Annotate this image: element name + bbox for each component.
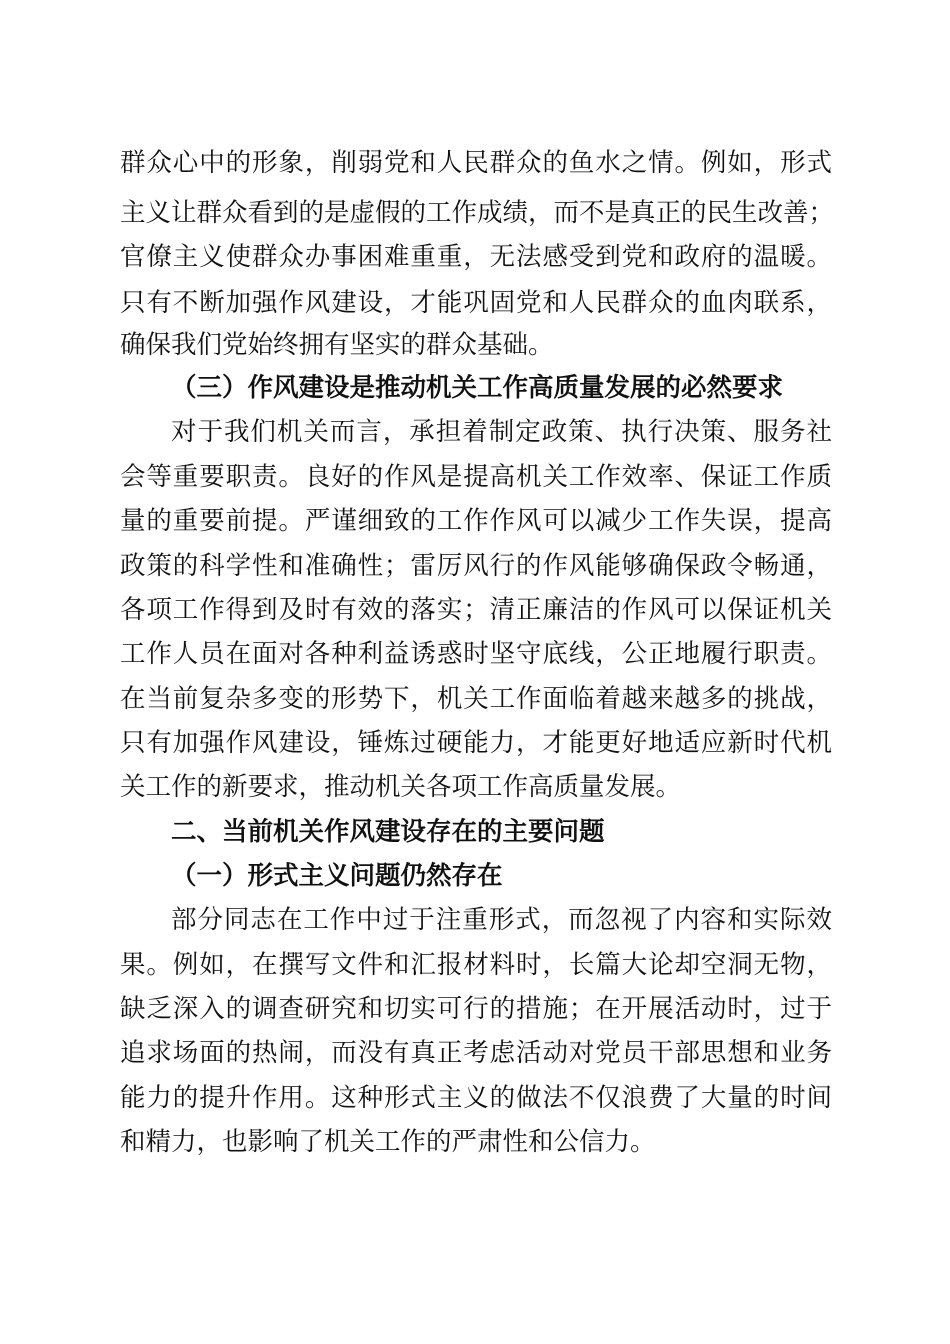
text-line: 主义让群众看到的是虚假的工作成绩，而不是真正的民生改善； [120,198,835,228]
text-line: 只有加强作风建设，锤炼过硬能力，才能更好地适应新时代机 [120,728,832,758]
text-line: 部分同志在工作中过于注重形式，而忽视了内容和实际效 [171,905,832,935]
section-subheading: （三）作风建设是推动机关工作高质量发展的必然要求 [171,373,784,403]
text-line: 确保我们党始终拥有坚实的群众基础。 [120,330,554,360]
text-line: 量的重要前提。严谨细致的工作作风可以减少工作失误，提高 [120,506,832,536]
text-line: 官僚主义使群众办事困难重重，无法感受到党和政府的温暖。 [120,242,832,272]
text-line: 政策的科学性和准确性；雷厉风行的作风能够确保政令畅通， [120,551,832,581]
text-line: 在当前复杂多变的形势下，机关工作面临着越来越多的挑战， [120,684,832,714]
text-line: 只有不断加强作风建设，才能巩固党和人民群众的血肉联系， [120,288,832,318]
section-heading: 二、当前机关作风建设存在的主要问题 [171,817,605,847]
text-line: 缺乏深入的调查研究和切实可行的措施；在开展活动时，过于 [120,994,832,1024]
section-subheading: （一）形式主义问题仍然存在 [171,861,503,891]
text-line: 群众心中的形象，削弱党和人民群众的鱼水之情。例如，形式 [120,148,832,178]
text-line: 能力的提升作用。这种形式主义的做法不仅浪费了大量的时间 [120,1083,832,1113]
text-line: 对于我们机关而言，承担着制定政策、执行决策、服务社 [171,417,832,447]
text-line: 果。例如，在撰写文件和汇报材料时，长篇大论却空洞无物， [120,950,832,980]
text-line: 工作人员在面对各种利益诱惑时坚守底线，公正地履行职责。 [120,639,832,669]
text-line: 追求场面的热闹，而没有真正考虑活动对党员干部思想和业务 [120,1038,832,1068]
text-line: 各项工作得到及时有效的落实；清正廉洁的作风可以保证机关 [120,595,832,625]
text-line: 和精力，也影响了机关工作的严肃性和公信力。 [120,1127,656,1157]
text-line: 会等重要职责。良好的作风是提高机关工作效率、保证工作质 [120,462,832,492]
text-line: 关工作的新要求，推动机关各项工作高质量发展。 [120,772,682,802]
